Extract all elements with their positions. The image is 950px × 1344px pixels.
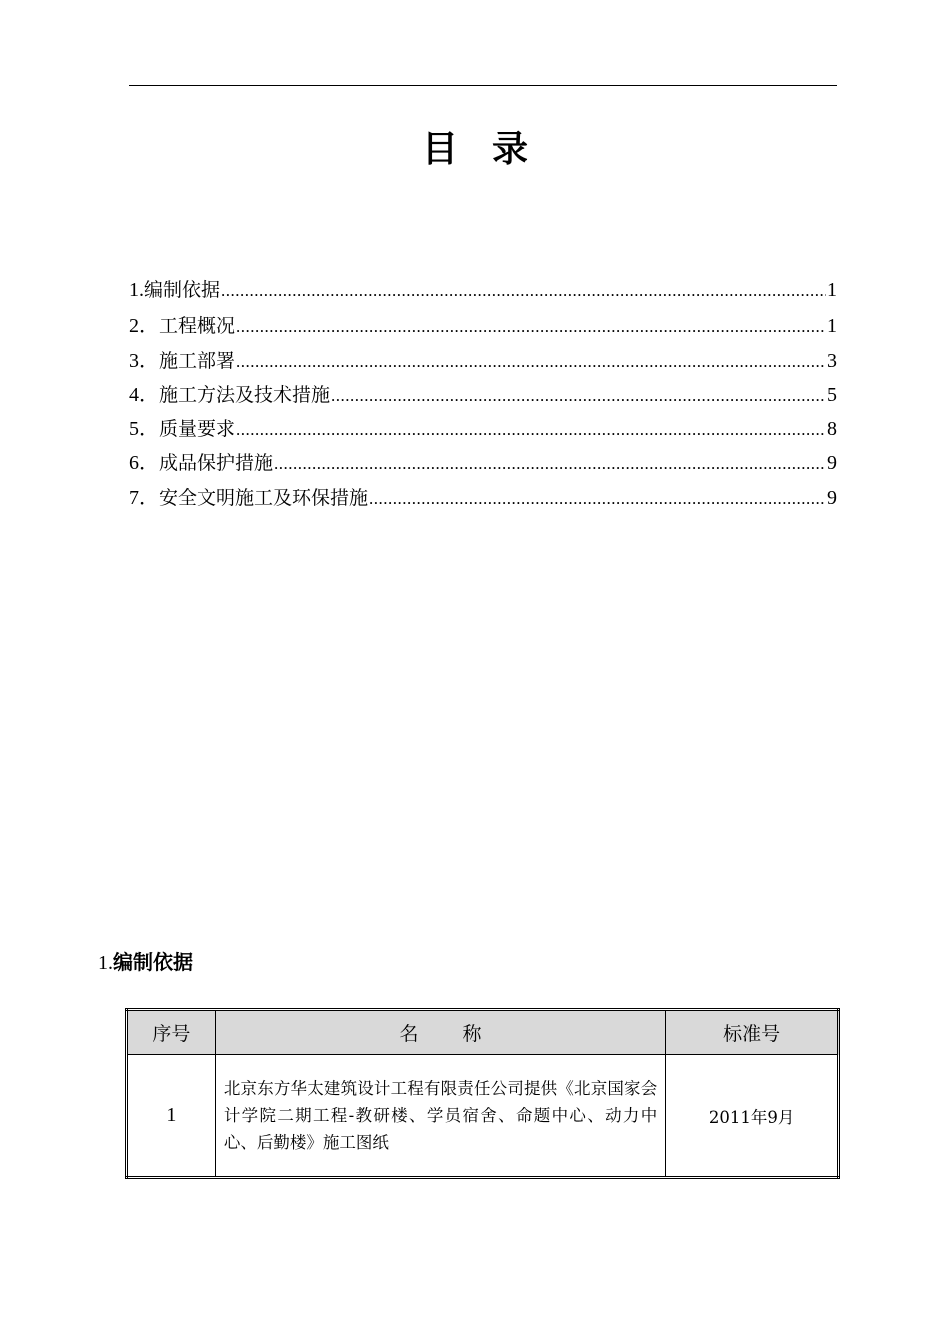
toc-entry-page: 9 [827,486,837,509]
toc-entry-page: 9 [827,452,837,475]
cell-name: 北京东方华太建筑设计工程有限责任公司提供《北京国家会计学院二期工程-教研楼、学员宿舍、命题中心、动力中心、后勤楼》施工图纸 [215,1055,665,1178]
header-rule [129,85,837,86]
toc-leader-dots [331,386,826,406]
toc-entry-title: 施工部署 [159,349,236,372]
basis-table [125,1008,840,1179]
toc-title: 目录 [421,129,562,170]
toc-entry-number: 5． [129,418,159,441]
toc-leader-dots [236,352,826,372]
toc-entry[interactable] [129,344,837,378]
cell-standard: 2011年9月 [666,1055,839,1178]
column-header-standard: 标准号 [666,1010,839,1055]
section-number: 1. [98,952,113,974]
toc-entry[interactable] [129,412,837,446]
toc-entry-page: 5 [827,383,837,406]
toc-entry-title: 施工方法及技术措施 [159,383,331,406]
toc-entry-number: 7． [129,486,159,509]
toc-leader-dots [236,317,826,337]
column-header-seq: 序号 [127,1010,216,1055]
toc-entry-title: 质量要求 [159,418,236,441]
toc-leader-dots [274,454,826,474]
toc-entry-number: 3． [129,349,159,372]
toc-entry-title: 安全文明施工及环保措施 [159,486,369,509]
toc-entry[interactable] [129,481,837,515]
toc-entry-page: 3 [827,349,837,372]
toc-entry-number: 2． [129,315,159,338]
toc-entry-page: 1 [827,279,837,301]
table-of-contents [129,275,837,515]
toc-leader-dots [221,281,826,301]
column-header-name: 名称 [215,1010,665,1055]
toc-entry-title: 编制依据 [144,279,221,301]
toc-leader-dots [369,489,826,509]
toc-entry-number: 6． [129,452,159,475]
table-header-row [127,1010,839,1055]
toc-leader-dots [236,420,826,440]
toc-entry[interactable] [129,446,837,480]
toc-entry-title: 工程概况 [159,315,236,338]
toc-entry-number: 4． [129,383,159,406]
table-row [127,1055,839,1178]
toc-entry-page: 8 [827,418,837,441]
toc-entry-number: 1. [129,279,144,301]
toc-entry-page: 1 [827,315,837,338]
toc-entry[interactable] [129,275,837,309]
toc-entry[interactable] [129,378,837,412]
toc-entry-title: 成品保护措施 [159,452,274,475]
section-title: 编制依据 [113,950,193,974]
section-heading [98,946,193,975]
toc-entry[interactable] [129,309,837,343]
cell-seq: 1 [127,1055,216,1178]
